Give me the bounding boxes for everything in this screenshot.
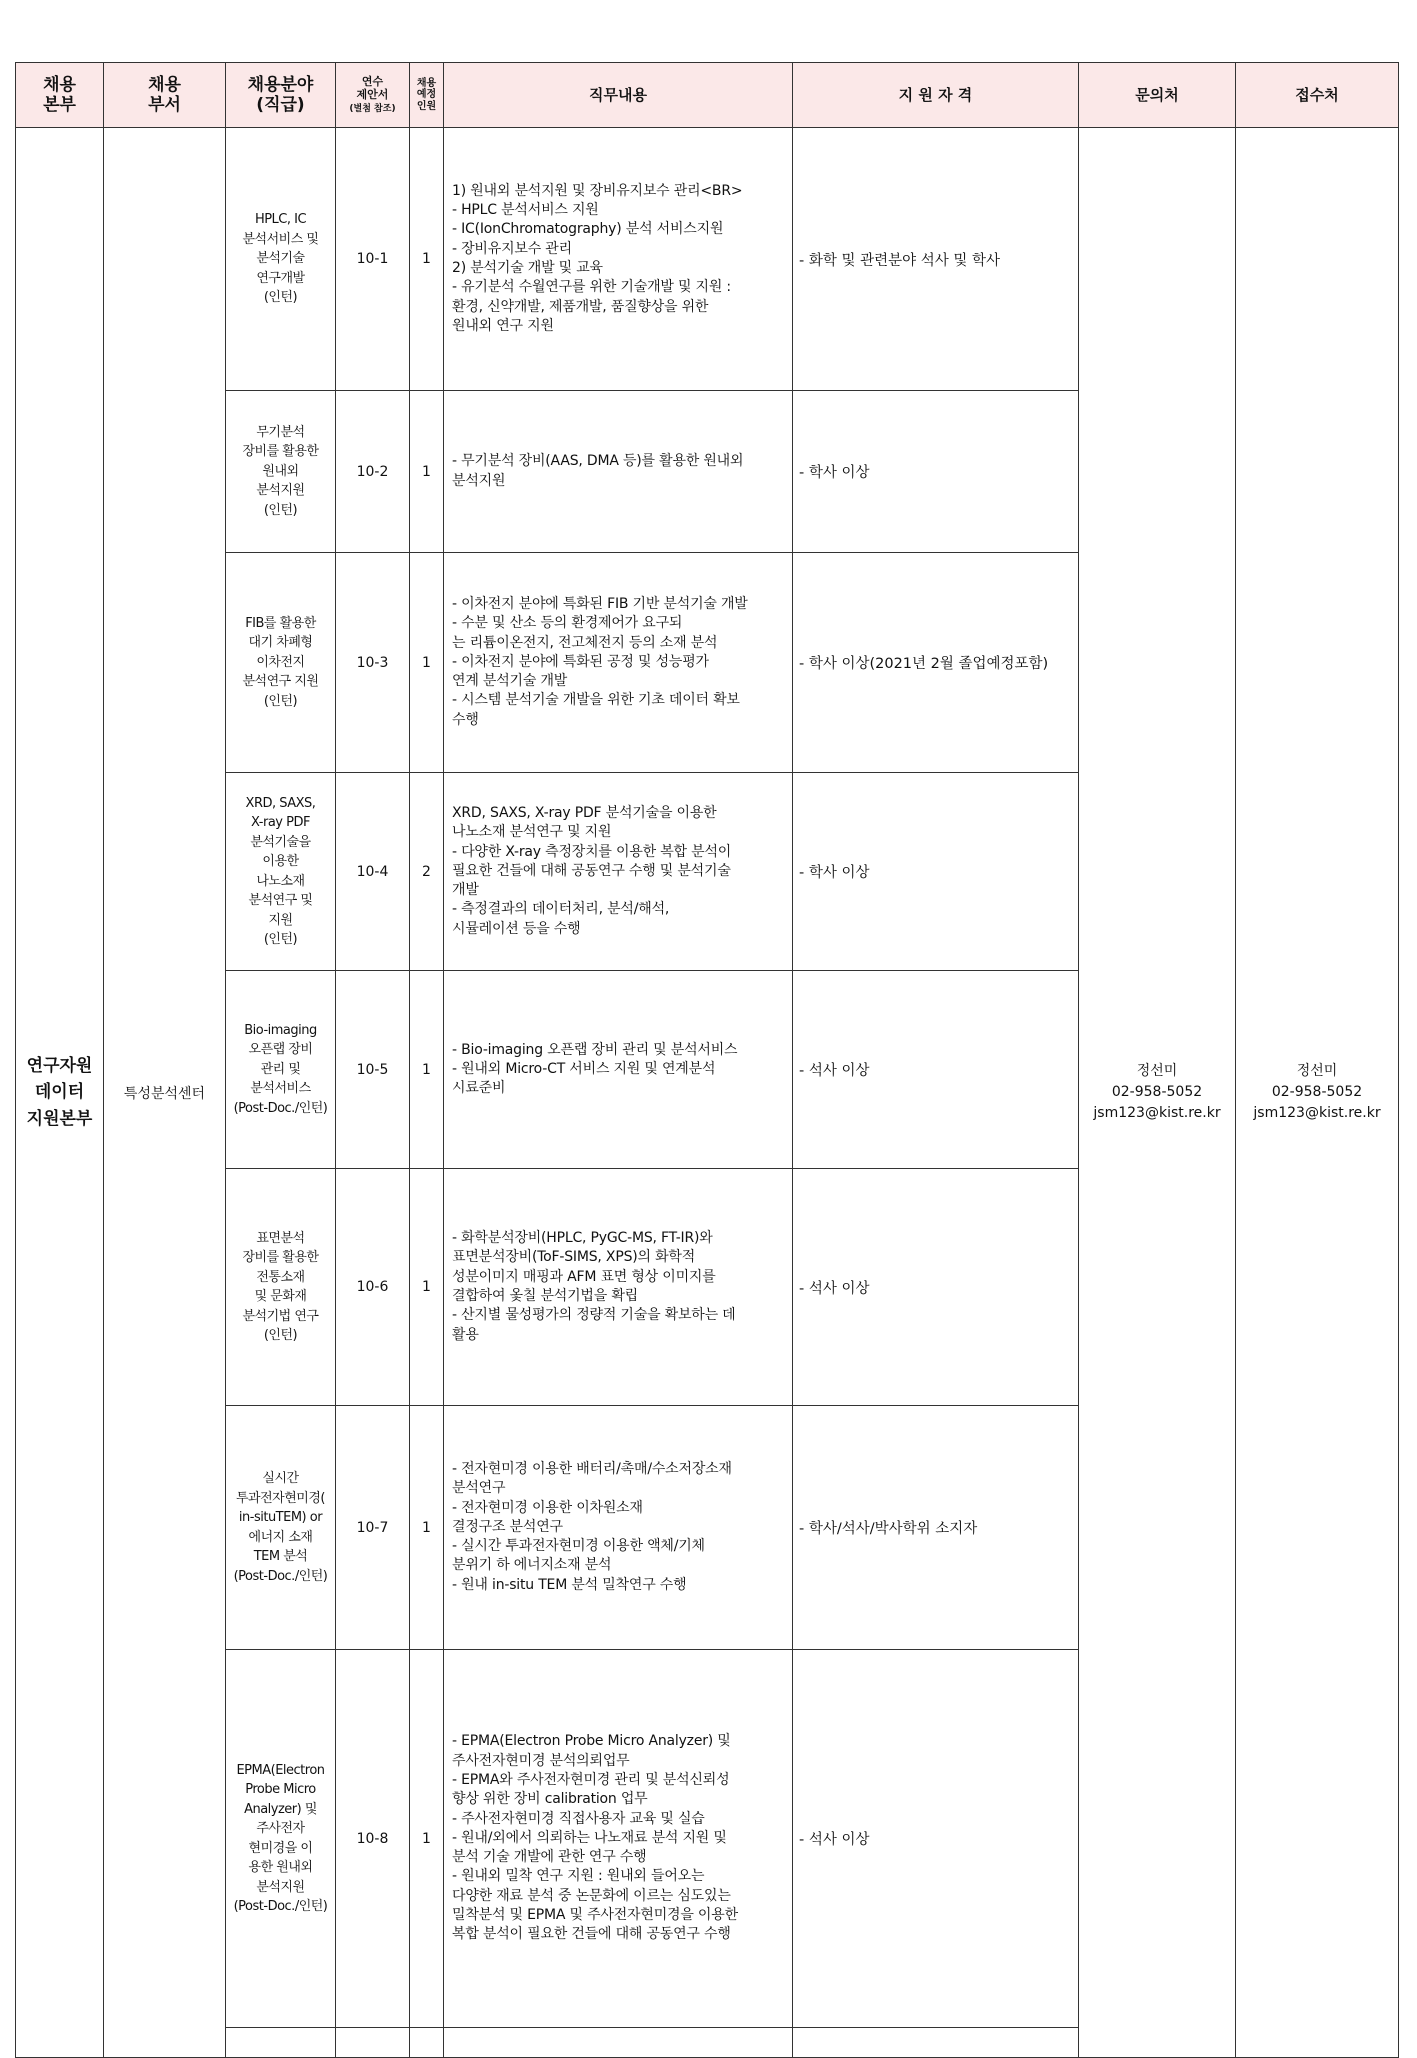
count-cell: 2 — [410, 773, 444, 971]
duty-cell-empty — [444, 2028, 793, 2058]
reception-phone: 02-958-5052 — [1271, 1084, 1363, 1100]
proposal-cell: 10-6 — [336, 1169, 410, 1406]
field-cell: XRD, SAXS, X-ray PDF 분석기술을 이용한 나노소재 분석연구 및 지원 (인턴) — [226, 773, 336, 971]
proposal-cell: 10-8 — [336, 1650, 410, 2028]
header-inquiry: 문의처 — [1079, 63, 1236, 128]
reception-cell — [1236, 128, 1399, 2058]
reception-email: jsm123@kist.re.kr — [1253, 1105, 1381, 1121]
qualification-cell: - 석사 이상 — [793, 1169, 1079, 1406]
field-cell: 표면분석 장비를 활용한 전통소재 및 문화재 분석기법 연구 (인턴) — [226, 1169, 336, 1406]
field-cell: Bio-imaging 오픈랩 장비 관리 및 분석서비스 (Post-Doc./인턴) — [226, 971, 336, 1169]
duty-cell: - Bio-imaging 오픈랩 장비 관리 및 분석서비스 - 원내외 Micro-CT 서비스 지원 및 연계분석 시료준비 — [444, 971, 793, 1169]
proposal-cell: 10-3 — [336, 553, 410, 773]
duty-cell: - 이차전지 분야에 특화된 FIB 기반 분석기술 개발 - 수분 및 산소 등의 환경제어가 요구되 는 리튬이온전지, 전고체전지 등의 소재 분석 - 이차전지 분야에 특화된 공정 및 성능평가 연계 분석기술 개발 - 시스템 분석기술 개발을 위한 기초 데이터 확보 수행 — [444, 553, 793, 773]
count-cell: 1 — [410, 1406, 444, 1650]
field-cell: FIB를 활용한 대기 차폐형 이차전지 분석연구 지원 (인턴) — [226, 553, 336, 773]
header-row — [16, 63, 1399, 128]
proposal-cell: 10-1 — [336, 128, 410, 391]
header-field: 채용분야 (직급) — [226, 63, 336, 128]
header-reception: 접수처 — [1236, 63, 1399, 128]
count-cell: 1 — [410, 1650, 444, 2028]
header-headcount: 채용 예정 인원 — [410, 63, 444, 128]
inquiry-phone: 02-958-5052 — [1111, 1084, 1203, 1100]
proposal-cell-empty — [336, 2028, 410, 2058]
qualification-cell: - 학사 이상 — [793, 391, 1079, 553]
field-cell-empty — [226, 2028, 336, 2058]
field-cell: HPLC, IC 분석서비스 및 분석기술 연구개발 (인턴) — [226, 128, 336, 391]
duty-cell: - 화학분석장비(HPLC, PyGC-MS, FT-IR)와 표면분석장비(ToF-SIMS, XPS)의 화학적 성분이미지 매핑과 AFM 표면 형상 이미지를 결합하여 옻칠 분석기법을 확립 - 산지별 물성평가의 정량적 기술을 확보하는 데 활용 — [444, 1169, 793, 1406]
header-proposal-note: (별첨 참조) — [349, 104, 396, 115]
qualification-cell: - 석사 이상 — [793, 971, 1079, 1169]
count-cell: 1 — [410, 128, 444, 391]
header-hq: 채용 본부 — [16, 63, 104, 128]
header-duty: 직무내용 — [444, 63, 793, 128]
dept-cell: 특성분석센터 — [104, 128, 226, 2058]
inquiry-cell — [1079, 128, 1236, 2058]
recruitment-table — [15, 62, 1399, 2058]
count-cell: 1 — [410, 971, 444, 1169]
qualification-cell: - 화학 및 관련분야 석사 및 학사 — [793, 128, 1079, 391]
duty-cell: - EPMA(Electron Probe Micro Analyzer) 및 주사전자현미경 분석의뢰업무 - EPMA와 주사전자현미경 관리 및 분석신뢰성 향상 위한 장비 calibration 업무 - 주사전자현미경 직접사용자 교육 및 실습 - 원내/외에서 의뢰하는 나노재료 분석 지원 및 분석 기술 개발에 관한 연구 수행 - 원내외 밀착 연구 지원 : 원내외 들어오는 다양한 재료 분석 중 논문화에 이르는 심도있는 밀착분석 및 EPMA 및 주사전자현미경을 이용한 복합 분석이 필요한 건들에 대해 공동연구 수행 — [444, 1650, 793, 2028]
field-cell: EPMA(Electron Probe Micro Analyzer) 및 주사전자 현미경을 이 용한 원내외 분석지원 (Post-Doc./인턴) — [226, 1650, 336, 2028]
duty-cell: - 무기분석 장비(AAS, DMA 등)를 활용한 원내외 분석지원 — [444, 391, 793, 553]
qualification-cell: - 석사 이상 — [793, 1650, 1079, 2028]
header-proposal: 연수 제안서 (별첨 참조) — [336, 63, 410, 128]
duty-cell: - 전자현미경 이용한 배터리/촉매/수소저장소재 분석연구 - 전자현미경 이용한 이차원소재 결정구조 분석연구 - 실시간 투과전자현미경 이용한 액체/기체 분위기 하 에너지소재 분석 - 원내 in-situ TEM 분석 밀착연구 수행 — [444, 1406, 793, 1650]
proposal-cell: 10-5 — [336, 971, 410, 1169]
reception-name: 정선미 — [1296, 1063, 1338, 1079]
field-cell: 실시간 투과전자현미경( in-situTEM) or 에너지 소재 TEM 분석 (Post-Doc./인턴) — [226, 1406, 336, 1650]
duty-cell: 1) 원내외 분석지원 및 장비유지보수 관리<BR> - HPLC 분석서비스 지원 - IC(IonChromatography) 분석 서비스지원 - 장비유지보수 관리 2) 분석기술 개발 및 교육 - 유기분석 수월연구를 위한 기술개발 및 지원 : 환경, 신약개발, 제품개발, 품질향상을 위한 원내외 연구 지원 — [444, 128, 793, 391]
count-cell: 1 — [410, 391, 444, 553]
inquiry-email: jsm123@kist.re.kr — [1093, 1105, 1221, 1121]
proposal-cell: 10-4 — [336, 773, 410, 971]
field-cell: 무기분석 장비를 활용한 원내외 분석지원 (인턴) — [226, 391, 336, 553]
duty-cell: XRD, SAXS, X-ray PDF 분석기술을 이용한 나노소재 분석연구 및 지원 - 다양한 X-ray 측정장치를 이용한 복합 분석이 필요한 건들에 대해 공동연구 수행 및 분석기술 개발 - 측정결과의 데이터처리, 분석/해석, 시뮬레이션 등을 수행 — [444, 773, 793, 971]
qualification-cell-empty — [793, 2028, 1079, 2058]
table-row — [16, 128, 1399, 391]
inquiry-name: 정선미 — [1136, 1063, 1178, 1079]
proposal-cell: 10-7 — [336, 1406, 410, 1650]
count-cell: 1 — [410, 1169, 444, 1406]
count-cell: 1 — [410, 553, 444, 773]
header-qualification: 지 원 자 격 — [793, 63, 1079, 128]
header-dept: 채용 부서 — [104, 63, 226, 128]
count-cell-empty — [410, 2028, 444, 2058]
qualification-cell: - 학사 이상(2021년 2월 졸업예정포함) — [793, 553, 1079, 773]
qualification-cell: - 학사/석사/박사학위 소지자 — [793, 1406, 1079, 1650]
hq-cell: 연구자원 데이터 지원본부 — [16, 128, 104, 2058]
qualification-cell: - 학사 이상 — [793, 773, 1079, 971]
proposal-cell: 10-2 — [336, 391, 410, 553]
